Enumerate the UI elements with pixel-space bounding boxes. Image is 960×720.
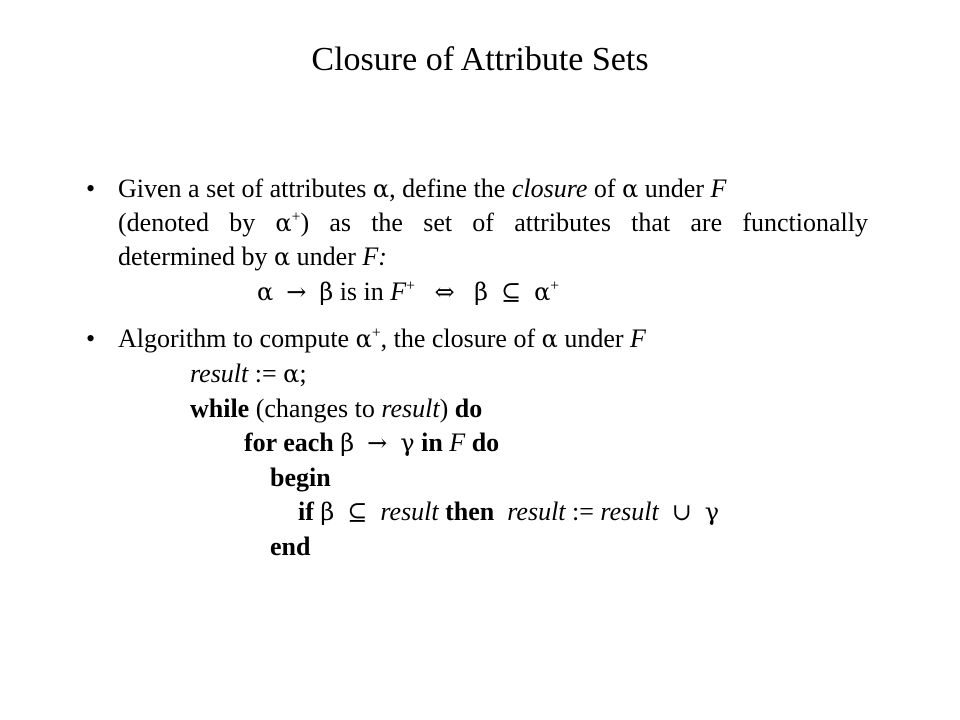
- result-var: result: [380, 497, 439, 526]
- result-var: result: [507, 497, 566, 526]
- alpha-symbol: α: [275, 209, 292, 237]
- beta-symbol: β: [319, 278, 334, 306]
- text: is in: [333, 277, 391, 306]
- text: ;: [299, 359, 307, 388]
- alpha-symbol: α: [541, 325, 558, 353]
- text: of: [587, 174, 623, 203]
- gamma-symbol: γ: [704, 498, 720, 526]
- keyword-then: then: [438, 497, 501, 526]
- closure-term: closure: [511, 174, 588, 203]
- text: , the closure of: [380, 324, 542, 353]
- plus-superscript: +: [406, 277, 415, 295]
- text: , define the: [389, 174, 512, 203]
- text: ): [439, 394, 455, 423]
- subseteq-icon: ⊆: [500, 278, 522, 306]
- slide-title: Closure of Attribute Sets: [311, 41, 649, 78]
- text: (changes to: [249, 394, 382, 423]
- fd-set-F: F: [710, 174, 727, 203]
- alpha-symbol: α: [273, 243, 291, 271]
- bullet-marker-1: •: [86, 174, 96, 203]
- gamma-symbol: γ: [400, 429, 415, 457]
- alpha-symbol: α: [372, 175, 390, 203]
- fd-set-F: F: [630, 324, 646, 353]
- text: Given a set of attributes: [118, 174, 373, 203]
- iff-icon: ⇔: [434, 278, 455, 306]
- plus-superscript: +: [371, 324, 381, 342]
- text: under: [638, 174, 711, 203]
- result-var: result: [381, 394, 440, 423]
- bullet1-line1: [118, 173, 726, 205]
- alpha-symbol: α: [257, 278, 274, 306]
- bullet-marker-2: •: [86, 324, 96, 353]
- alpha-symbol: α: [534, 278, 551, 306]
- algorithm-line-foreach: [244, 427, 499, 459]
- arrow-icon: →: [367, 429, 388, 457]
- bullet1-formula: [257, 276, 559, 308]
- result-var: result: [600, 497, 659, 526]
- keyword-do: do: [454, 394, 483, 423]
- algorithm-line-while: [190, 393, 482, 425]
- beta-symbol: β: [340, 429, 355, 457]
- keyword-for-each: for each: [244, 428, 341, 457]
- fd-set-F: F: [449, 428, 466, 457]
- text: under: [557, 324, 631, 353]
- fd-set-F: F: [390, 277, 407, 306]
- alpha-symbol: α: [622, 175, 639, 203]
- bullet1-line2: [118, 207, 868, 239]
- keyword-while: while: [190, 394, 250, 423]
- text: Algorithm to compute: [118, 324, 356, 353]
- algorithm-line-result-init: [190, 358, 307, 390]
- beta-symbol: β: [320, 498, 335, 526]
- subseteq-icon: ⊆: [347, 498, 368, 526]
- bullet1-line3: [118, 241, 387, 273]
- plus-superscript: +: [550, 277, 560, 295]
- union-icon: ∪: [671, 498, 692, 526]
- fd-set-F: F:: [362, 242, 387, 271]
- alpha-symbol: α: [355, 325, 372, 353]
- text: ) as the set of attributes that are functionally: [300, 208, 868, 237]
- algorithm-line-begin: [270, 462, 331, 494]
- keyword-do: do: [465, 428, 500, 457]
- result-var: result: [190, 359, 249, 388]
- text: :=: [248, 359, 284, 388]
- algorithm-line-if: [298, 496, 719, 528]
- text: :=: [565, 497, 601, 526]
- plus-superscript: +: [291, 208, 301, 226]
- keyword-begin: begin: [270, 463, 331, 492]
- text: determined by: [118, 242, 274, 271]
- arrow-icon: →: [286, 278, 307, 306]
- keyword-if: if: [298, 497, 321, 526]
- text: (denoted by: [118, 208, 276, 237]
- keyword-end: end: [270, 532, 311, 561]
- beta-symbol: β: [474, 278, 488, 306]
- algorithm-line-end: [270, 531, 310, 563]
- alpha-symbol: α: [283, 360, 300, 388]
- bullet2-line1: [118, 323, 646, 355]
- keyword-in: in: [414, 428, 450, 457]
- text: under: [290, 242, 363, 271]
